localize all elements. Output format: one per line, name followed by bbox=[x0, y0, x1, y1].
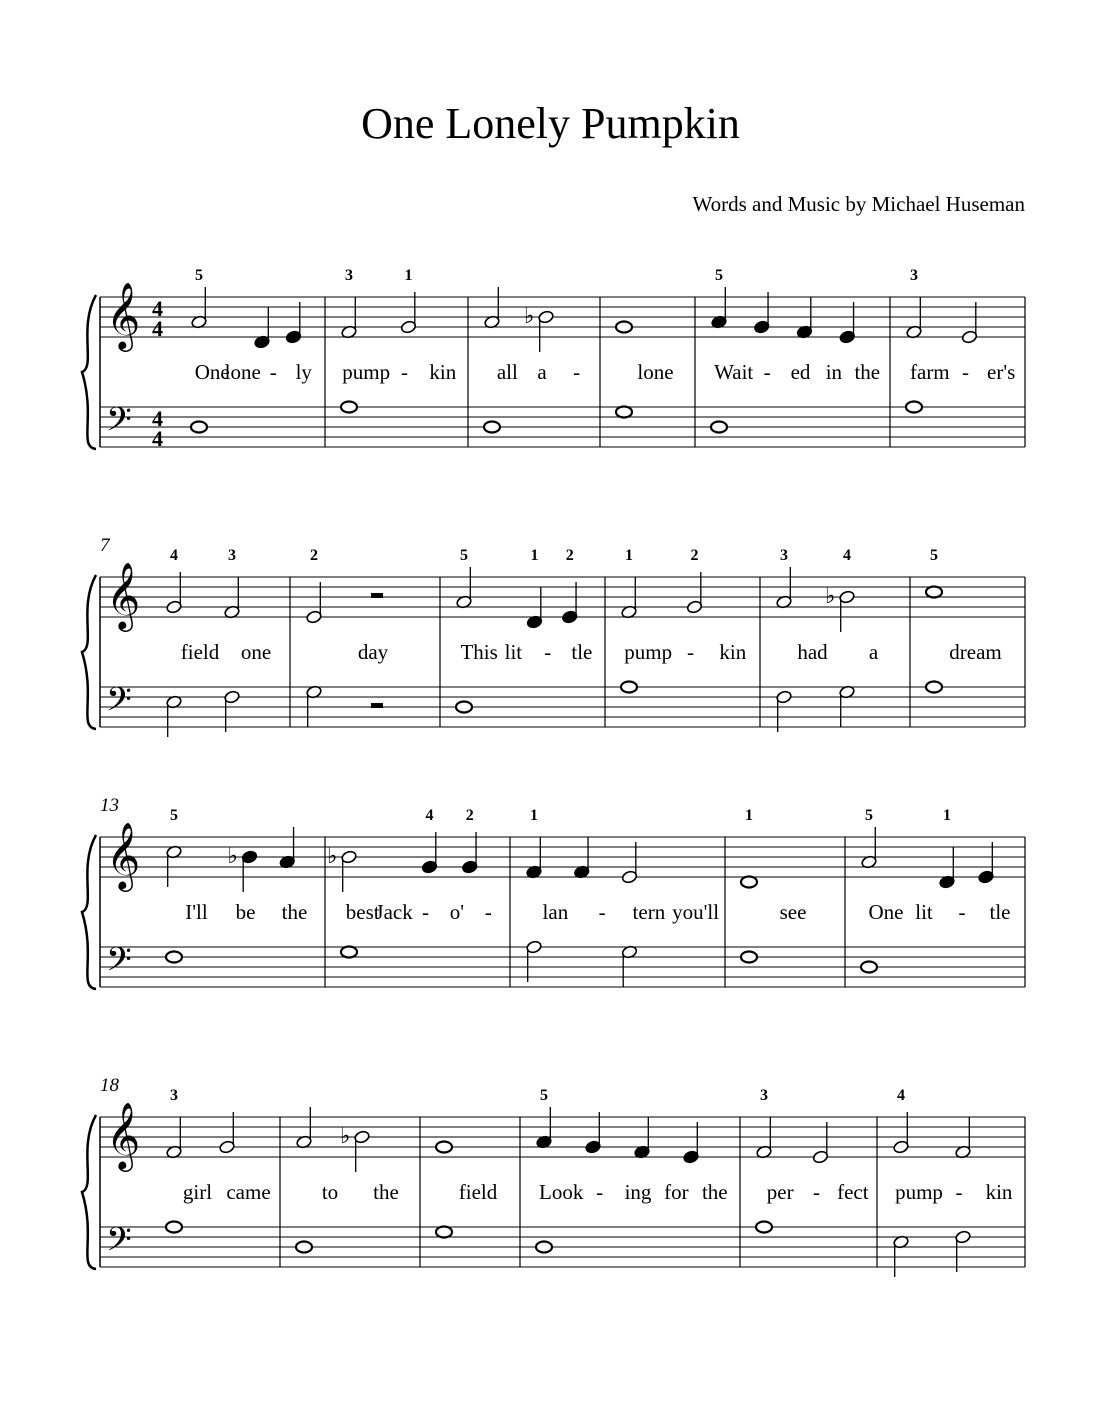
music-system-2 bbox=[80, 530, 1040, 780]
lyric-hyphen: - bbox=[955, 1180, 963, 1204]
flat-icon: ♭ bbox=[340, 1124, 351, 1149]
lyric-syllable: kin bbox=[985, 1180, 1013, 1204]
fingering-number: 3 bbox=[170, 1087, 178, 1104]
fingering-number: 1 bbox=[404, 267, 413, 284]
lyric-hyphen: - bbox=[958, 900, 966, 924]
whole-note bbox=[436, 1142, 452, 1153]
whole-note bbox=[341, 947, 357, 958]
lyric-syllable: lit bbox=[504, 640, 523, 664]
fingering-number: 5 bbox=[540, 1087, 548, 1104]
bass-clef-icon: 𝄢 bbox=[106, 681, 132, 727]
lyric-syllable: tern bbox=[632, 900, 666, 924]
whole-note bbox=[616, 322, 632, 333]
fingering-number: 1 bbox=[530, 807, 538, 824]
fingering-number: 2 bbox=[565, 547, 574, 564]
lyric-hyphen: - bbox=[596, 1180, 604, 1204]
fingering-number: 1 bbox=[745, 807, 753, 824]
fingering-number: 3 bbox=[228, 547, 236, 564]
lyric-syllable: one bbox=[240, 640, 272, 664]
lyric-syllable: pump bbox=[895, 1180, 943, 1204]
lyric-syllable: tle bbox=[571, 640, 593, 664]
lyric-syllable: be bbox=[235, 900, 256, 924]
lyric-syllable: I'll bbox=[185, 900, 208, 924]
whole-note bbox=[756, 1222, 772, 1233]
time-signature-numerator: 4 bbox=[152, 296, 163, 321]
fingering-number: 5 bbox=[715, 267, 723, 284]
whole-note bbox=[166, 952, 182, 963]
whole-note bbox=[621, 682, 637, 693]
lyric-syllable: Wait bbox=[714, 360, 754, 384]
time-signature-denominator: 4 bbox=[152, 426, 163, 451]
lyric-syllable: field bbox=[458, 1180, 498, 1204]
lyric-hyphen: - bbox=[687, 640, 694, 664]
lyric-syllable: One bbox=[194, 360, 230, 384]
fingering-number: 3 bbox=[760, 1087, 768, 1104]
fingering-number: 1 bbox=[530, 547, 539, 564]
lyric-syllable: best bbox=[345, 900, 380, 924]
whole-note bbox=[926, 682, 942, 693]
page-title: One Lonely Pumpkin bbox=[361, 99, 740, 148]
fingering-number: 5 bbox=[170, 807, 178, 824]
lyric-syllable: kin bbox=[719, 640, 747, 664]
whole-note bbox=[484, 422, 500, 433]
music-system-3 bbox=[80, 790, 1040, 1040]
lyric-syllable: pump bbox=[342, 360, 391, 384]
lyric-syllable: o' bbox=[449, 900, 465, 924]
lyric-syllable: came bbox=[226, 1180, 271, 1204]
bass-clef-icon: 𝄢 bbox=[106, 1221, 132, 1267]
lyric-syllable: lan bbox=[542, 900, 569, 924]
lyric-syllable: a bbox=[868, 640, 879, 664]
composer-credit: Words and Music by Michael Huseman bbox=[692, 192, 1025, 216]
fingering-number: 3 bbox=[345, 267, 353, 284]
brace-icon bbox=[82, 295, 96, 449]
flat-icon: ♭ bbox=[327, 844, 338, 869]
lyric-syllable: see bbox=[779, 900, 807, 924]
lyric-hyphen: - bbox=[763, 360, 771, 384]
music-system-1 bbox=[80, 250, 1040, 500]
lyric-syllable: the bbox=[854, 360, 881, 384]
fingering-number: 5 bbox=[930, 547, 938, 564]
fingering-number: 1 bbox=[943, 807, 951, 824]
lyric-syllable: kin bbox=[429, 360, 457, 384]
lyric-hyphen: - bbox=[962, 360, 969, 384]
music-system-4 bbox=[80, 1070, 1040, 1320]
lyric-syllable: pump bbox=[624, 640, 673, 664]
fingering-number: 2 bbox=[310, 547, 318, 564]
lyric-syllable: dream bbox=[949, 640, 1002, 664]
lyric-syllable: the bbox=[281, 900, 308, 924]
brace-icon bbox=[82, 1115, 96, 1269]
lyric-syllable: One bbox=[868, 900, 904, 924]
bass-clef-icon: 𝄢 bbox=[106, 941, 132, 987]
lyric-syllable: lone bbox=[637, 360, 674, 384]
fingering-number: 1 bbox=[625, 547, 633, 564]
lyric-hyphen: - bbox=[401, 360, 408, 384]
whole-note bbox=[536, 1242, 552, 1253]
lyric-syllable: Jack bbox=[375, 900, 413, 924]
measure-number: 13 bbox=[100, 795, 119, 816]
lyric-syllable: had bbox=[797, 640, 828, 664]
brace-icon bbox=[82, 575, 96, 729]
lyric-syllable: to bbox=[321, 1180, 339, 1204]
whole-note bbox=[296, 1242, 312, 1253]
lyric-syllable: tle bbox=[989, 900, 1011, 924]
whole-note bbox=[906, 402, 922, 413]
flat-icon: ♭ bbox=[524, 304, 535, 329]
whole-note bbox=[191, 422, 207, 433]
lyric-hyphen: - bbox=[813, 1180, 820, 1204]
lyric-hyphen: - bbox=[544, 640, 552, 664]
lyric-syllable: Look bbox=[539, 1180, 584, 1204]
lyric-syllable: field bbox=[180, 640, 220, 664]
whole-note bbox=[341, 402, 357, 413]
lyric-hyphen: - bbox=[422, 900, 429, 924]
treble-clef-icon: 𝄞 bbox=[106, 821, 141, 889]
measure-number: 18 bbox=[100, 1075, 119, 1096]
whole-note bbox=[616, 407, 632, 418]
lyric-syllable: fect bbox=[837, 1180, 869, 1204]
fingering-number: 4 bbox=[425, 807, 434, 824]
whole-note bbox=[166, 1222, 182, 1233]
whole-note bbox=[926, 587, 942, 598]
half-rest-icon bbox=[371, 703, 383, 708]
lyric-syllable: lone bbox=[224, 360, 261, 384]
lyric-syllable: ed bbox=[790, 360, 811, 384]
whole-note bbox=[436, 1227, 452, 1238]
fingering-number: 2 bbox=[465, 807, 474, 824]
lyric-syllable: a bbox=[537, 360, 547, 384]
time-signature-numerator: 4 bbox=[152, 406, 163, 431]
staff-svg bbox=[80, 530, 1040, 780]
lyric-hyphen: - bbox=[598, 900, 606, 924]
fingering-number: 3 bbox=[910, 267, 918, 284]
lyric-syllable: lit bbox=[915, 900, 933, 924]
treble-clef-icon: 𝄞 bbox=[106, 561, 141, 629]
lyric-syllable: in bbox=[825, 360, 843, 384]
fingering-number: 5 bbox=[195, 267, 203, 284]
lyric-hyphen: - bbox=[484, 900, 492, 924]
lyric-syllable: you'll bbox=[672, 900, 720, 924]
lyric-syllable: This bbox=[460, 640, 498, 664]
whole-note bbox=[456, 702, 472, 713]
treble-clef-icon: 𝄞 bbox=[106, 1101, 141, 1169]
lyric-syllable: girl bbox=[182, 1180, 213, 1204]
fingering-number: 4 bbox=[170, 547, 178, 564]
lyric-hyphen: - bbox=[573, 360, 581, 384]
lyric-syllable: the bbox=[701, 1180, 728, 1204]
whole-note bbox=[741, 952, 757, 963]
fingering-number: 2 bbox=[690, 547, 699, 564]
fingering-number: 5 bbox=[460, 547, 468, 564]
whole-note bbox=[711, 422, 727, 433]
whole-note bbox=[741, 877, 757, 888]
brace-icon bbox=[82, 835, 96, 989]
lyric-syllable: er's bbox=[987, 360, 1016, 384]
treble-clef-icon: 𝄞 bbox=[106, 281, 141, 349]
measure-number: 7 bbox=[100, 535, 110, 556]
fingering-number: 4 bbox=[897, 1087, 905, 1104]
time-signature-denominator: 4 bbox=[152, 316, 163, 341]
flat-icon: ♭ bbox=[227, 844, 238, 869]
flat-icon: ♭ bbox=[825, 584, 836, 609]
lyric-hyphen: - bbox=[269, 360, 277, 384]
lyric-syllable: ly bbox=[295, 360, 312, 384]
whole-note bbox=[861, 962, 877, 973]
lyric-syllable: the bbox=[373, 1180, 399, 1204]
lyric-syllable: farm bbox=[910, 360, 950, 384]
fingering-number: 5 bbox=[865, 807, 873, 824]
lyric-syllable: ing bbox=[624, 1180, 652, 1204]
lyric-syllable: day bbox=[357, 640, 389, 664]
lyric-syllable: for bbox=[664, 1180, 689, 1204]
bass-clef-icon: 𝄢 bbox=[106, 401, 132, 447]
lyric-syllable: all bbox=[496, 360, 518, 384]
fingering-number: 3 bbox=[780, 547, 788, 564]
half-rest-icon bbox=[371, 593, 383, 598]
lyric-syllable: per bbox=[766, 1180, 794, 1204]
fingering-number: 4 bbox=[843, 547, 851, 564]
